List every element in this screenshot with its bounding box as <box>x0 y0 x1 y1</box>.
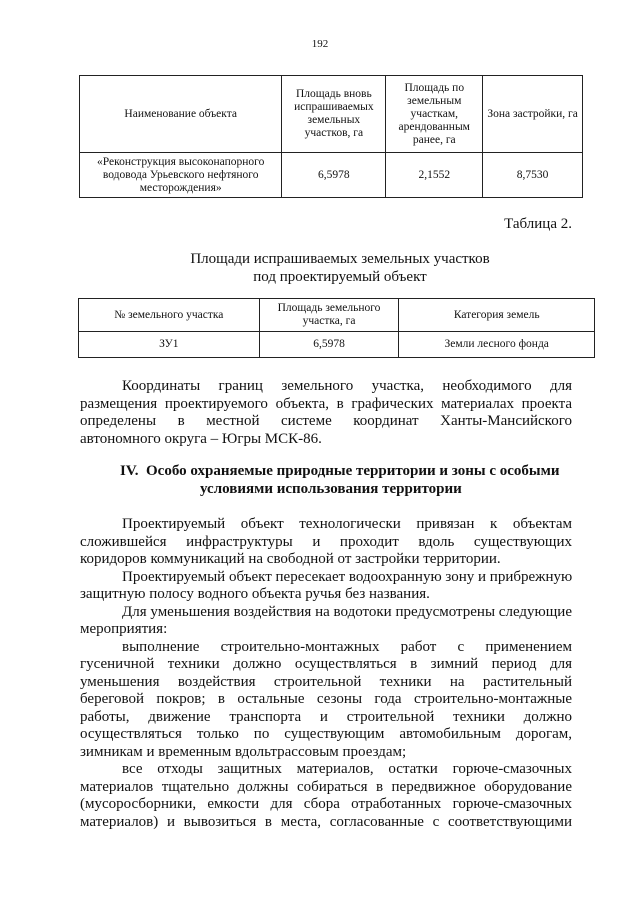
coordinates-paragraph <box>80 378 572 448</box>
text-line: береговой покров; в остальные сезоны года строительно-монтажные <box>80 691 572 707</box>
text-line: все отходы защитных материалов, остатки горюче-смазочных <box>122 761 572 777</box>
land-plots-table <box>78 298 595 358</box>
section-heading <box>80 462 572 498</box>
text-line: (мусоросборники, емкости для сбора отработанных горюче-смазочных <box>80 796 572 812</box>
page-number: 192 <box>311 38 329 50</box>
table-row <box>80 153 583 198</box>
text-line: осуществляться только по существующим автомобильным дорогам, <box>80 726 572 742</box>
text-line: определены в местной системе координат Ханты-Мансийского <box>80 413 572 429</box>
text-line: размещения проектируемого объекта, в графических материалах проекта <box>80 395 572 412</box>
table-header-row <box>79 299 595 332</box>
header-leased-area: Площадь по земельным участкам, арендованным ранее, га <box>386 76 483 153</box>
text-line: выполнение строительно-монтажных работ с применением <box>122 638 572 655</box>
header-land-category: Категория земель <box>399 299 595 332</box>
text-line: зимникам и временным вдольтрассовым проездам; <box>80 743 407 760</box>
section-title-line-2: условиями использования территории <box>200 481 462 497</box>
cell-build-zone: 8,7530 <box>483 153 583 198</box>
table-header-row <box>80 76 583 153</box>
header-build-zone: Зона застройки, га <box>483 76 583 153</box>
land-area-summary-table <box>79 75 583 198</box>
cell-land-category: Земли лесного фонда <box>399 332 595 358</box>
cell-object-name: «Реконструкция высоконапорного водовода Урьевского нефтяного месторождения» <box>80 153 282 198</box>
header-new-area: Площадь вновь испрашиваемых земельных участков, га <box>282 76 386 153</box>
text-line: коридоров коммуникаций на свободной от застройки территории. <box>80 551 501 567</box>
header-object-name: Наименование объекта <box>80 76 282 153</box>
cell-plot-area: 6,5978 <box>259 332 399 358</box>
cell-plot-number: ЗУ1 <box>79 332 260 358</box>
table-row <box>79 332 595 358</box>
text-line: Проектируемый объект пересекает водоохранную зону и прибрежную <box>122 568 573 585</box>
body-text <box>80 516 572 831</box>
text-line: Координаты границ земельного участка, необходимого для <box>122 378 572 394</box>
text-line: материалов) и вывозиться в места, согласованные с соответствующими <box>80 813 572 830</box>
text-line: мероприятия: <box>80 621 168 637</box>
text-line: защитную полосу водного объекта ручья без названия. <box>80 586 430 602</box>
text-line: работы, движение транспорта и строительной техники должно <box>80 708 572 725</box>
text-line: автономного округа – Югры МСК-86. <box>80 430 322 447</box>
table-title <box>0 250 640 286</box>
header-plot-area: Площадь земельного участка, га <box>259 299 399 332</box>
cell-leased-area: 2,1552 <box>386 153 483 198</box>
text-line: Для уменьшения воздействия на водотоки предусмотрены следующие <box>122 603 572 620</box>
table-caption: Таблица 2. <box>504 216 572 232</box>
text-line: Проектируемый объект технологически привязан к объектам <box>122 516 572 532</box>
section-title-line-1: IV. Особо охраняемые природные территории и зоны с особыми <box>120 463 560 479</box>
text-line: уменьшения воздействия строительной техники на растительный <box>80 673 572 690</box>
cell-new-area: 6,5978 <box>282 153 386 198</box>
section-number: IV. <box>120 463 139 479</box>
table-title-line-1: Площади испрашиваемых земельных участков <box>190 251 490 267</box>
table-title-line-2: под проектируемый объект <box>253 269 427 285</box>
header-plot-number: № земельного участка <box>79 299 260 332</box>
text-line: материалов тщательно должны собираться в передвижное оборудование <box>80 778 572 795</box>
text-line: сложившейся инфраструктуры и проходит вдоль существующих <box>80 533 572 550</box>
text-line: гусеничной техники должно осуществляться в зимний период для <box>80 656 572 672</box>
